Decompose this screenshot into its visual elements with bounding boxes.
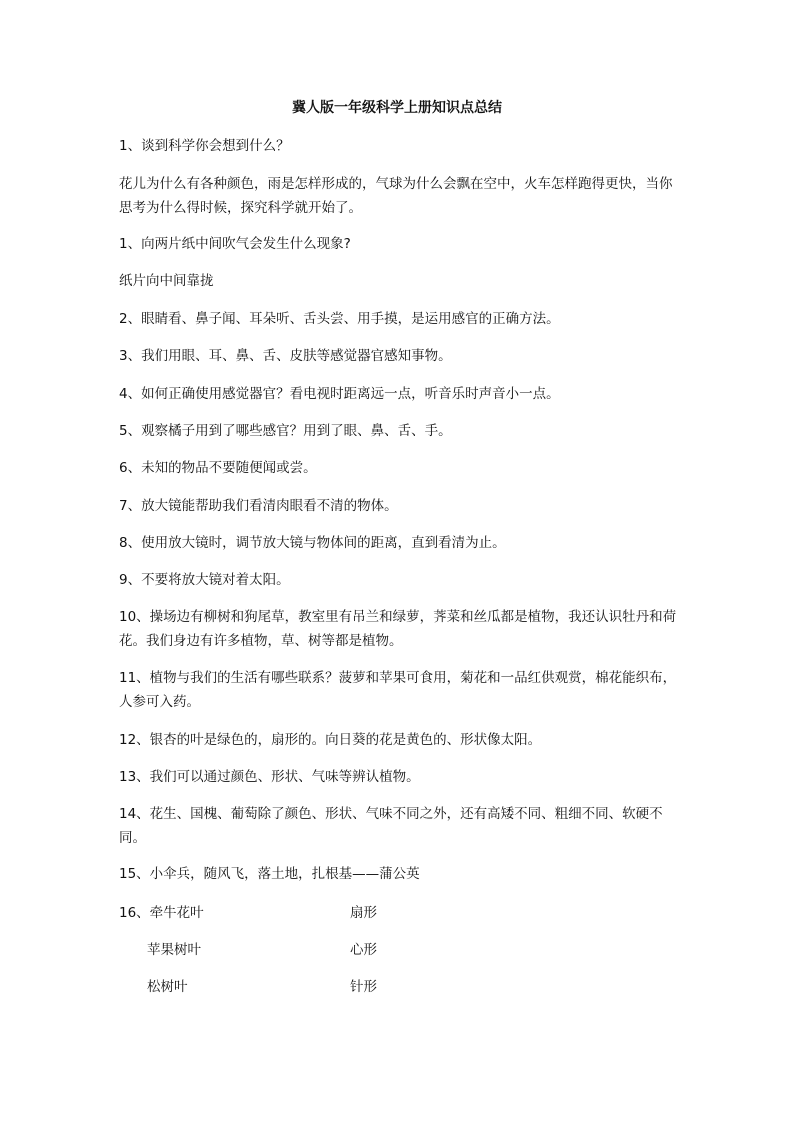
paragraph-11: 8、使用放大镜时，调节放大镜与物体间的距离，直到看清为止。 — [119, 535, 506, 551]
paragraph-12: 9、不要将放大镜对着太阳。 — [119, 572, 290, 588]
leaf-name-3: 松树叶 — [147, 979, 188, 995]
paragraph-2: 花儿为什么有各种颜色，雨是怎样形成的，气球为什么会飘在空中，火车怎样跑得更快，当你思考为什么得时候，探究科学就开始了。 — [119, 176, 673, 216]
paragraph-8: 5、观察橘子用到了哪些感官？用到了眼、鼻、舌、手。 — [119, 423, 452, 439]
paragraph-10: 7、放大镜能帮助我们看清肉眼看不清的物体。 — [119, 498, 398, 514]
paragraph-4: 纸片向中间靠拢 — [119, 273, 214, 289]
paragraph-7: 4、如何正确使用感觉器官？看电视时距离远一点，听音乐时声音小一点。 — [119, 386, 560, 402]
paragraph-17: 14、花生、国槐、葡萄除了颜色、形状、气味不同之外，还有高矮不同、粗细不同、软硬不同。 — [119, 806, 663, 846]
paragraph-1: 1、谈到科学你会想到什么？ — [119, 138, 290, 154]
paragraph-14: 11、植物与我们的生活有哪些联系？菠萝和苹果可食用，菊花和一品红供观赏，棉花能织布，人参可入药。 — [119, 670, 677, 710]
paragraph-3: 1、向两片纸中间吹气会发生什么现象? — [119, 236, 351, 252]
leaf-shape-2: 心形 — [350, 942, 377, 958]
leaf-name-1: 16、牵牛花叶 — [119, 905, 204, 921]
document-title: 冀人版一年级科学上册知识点总结 — [292, 100, 502, 116]
leaf-shape-1: 扇形 — [350, 905, 377, 921]
paragraph-18: 15、小伞兵，随风飞，落土地，扎根基——蒲公英 — [119, 866, 420, 882]
paragraph-15: 12、银杏的叶是绿色的，扇形的。向日葵的花是黄色的、形状像太阳。 — [119, 732, 542, 748]
leaf-shape-3: 针形 — [350, 979, 377, 995]
paragraph-13: 10、操场边有柳树和狗尾草，教室里有吊兰和绿萝，荠菜和丝瓜都是植物，我还认识牡丹和荷花。我们身边有许多植物，草、树等都是植物。 — [119, 609, 677, 649]
paragraph-16: 13、我们可以通过颜色、形状、气味等辨认植物。 — [119, 769, 420, 785]
leaf-name-2: 苹果树叶 — [147, 942, 201, 958]
paragraph-6: 3、我们用眼、耳、鼻、舌、皮肤等感觉器官感知事物。 — [119, 348, 452, 364]
paragraph-5: 2、眼睛看、鼻子闻、耳朵听、舌头尝、用手摸，是运用感官的正确方法。 — [119, 311, 560, 327]
paragraph-9: 6、未知的物品不要随便闻或尝。 — [119, 460, 317, 476]
